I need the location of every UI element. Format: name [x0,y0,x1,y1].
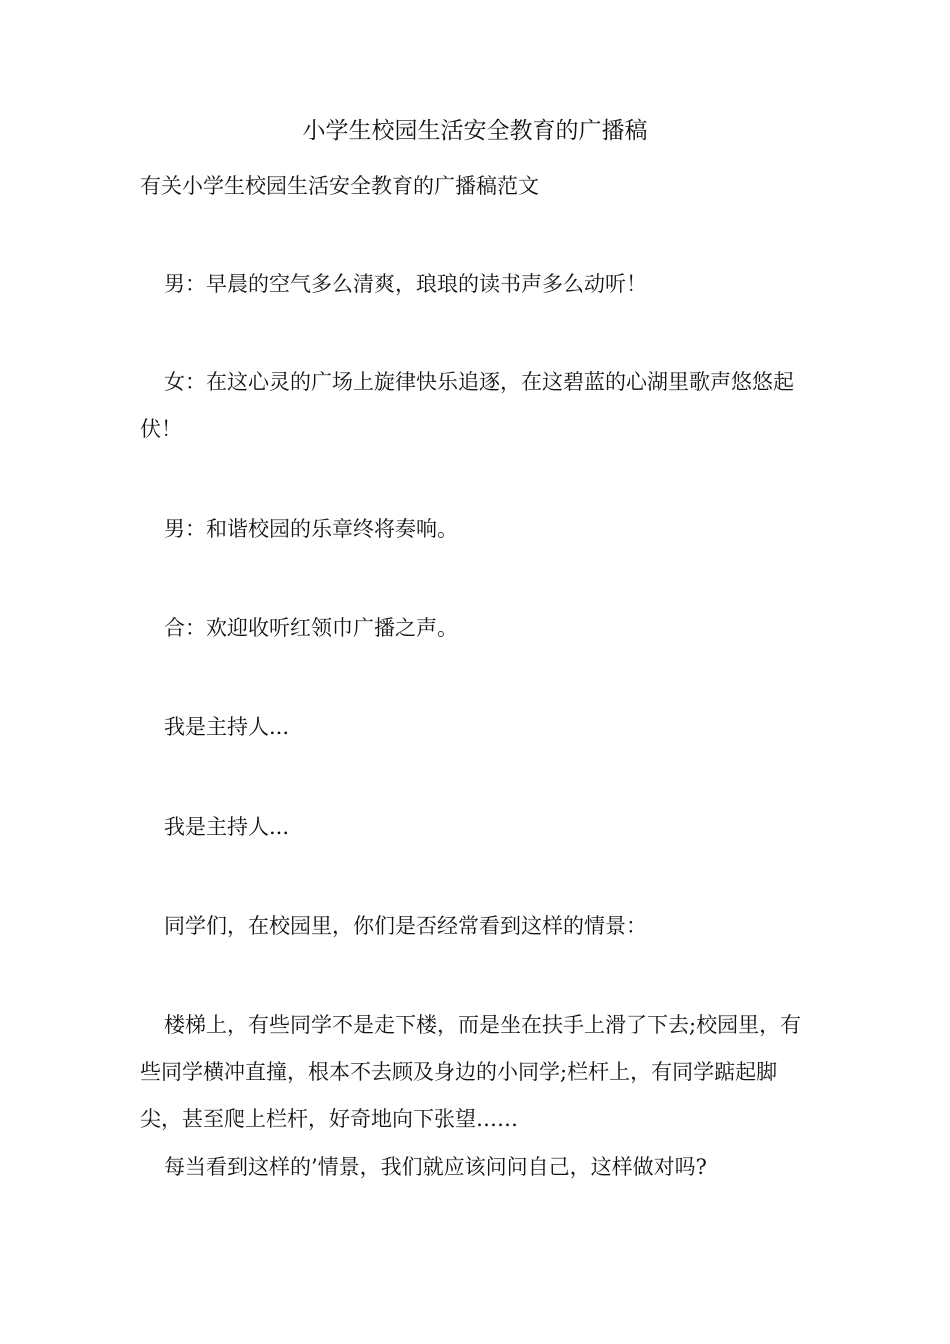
paragraph: 楼梯上，有些同学不是走下楼，而是坐在扶手上滑了下去;校园里，有些同学横冲直撞，根本不去顾及身边的小同学;栏杆上，有同学踮起脚尖，甚至爬上栏杆，好奇地向下张望…… [140,1013,802,1131]
paragraph: 女：在这心灵的广场上旋律快乐追逐，在这碧蓝的心湖里歌声悠悠起伏！ [140,370,794,441]
paragraph: 每当看到这样的’情景，我们就应该问问自己，这样做对吗? [164,1155,707,1179]
paragraph: 合：欢迎收听红领巾广播之声。 [164,616,458,640]
paragraph: 我是主持人... [164,715,290,739]
document-title: 小学生校园生活安全教育的广播稿 [302,118,648,144]
paragraph: 我是主持人... [164,815,290,839]
paragraph: 同学们，在校园里，你们是否经常看到这样的情景： [164,914,647,938]
document-subtitle: 有关小学生校园生活安全教育的广播稿范文 [140,174,539,198]
paragraph: 男：和谐校园的乐章终将奏响。 [164,517,458,541]
paragraph: 男：早晨的空气多么清爽，琅琅的读书声多么动听！ [164,272,647,296]
